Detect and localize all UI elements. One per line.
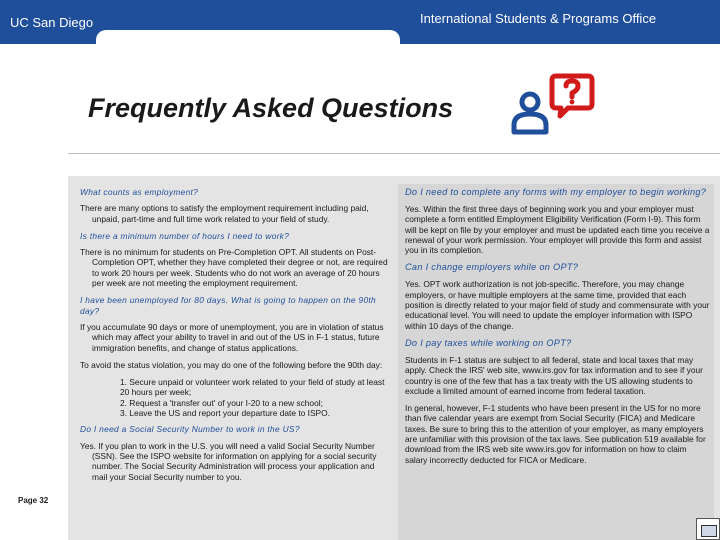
faq-answer: Yes. OPT work authorization is not job-specific. Therefore, you may change employers, or have multiple employers at the same time, provided that each position is directly related to your major field of study and commensurate with your educational level. You will need to update the employer information with ISPO within 10 days of the change. [405, 279, 710, 331]
faq-answer: Students in F-1 status are subject to all federal, state and local taxes that may apply. Check the IRS' web site, www.irs.gov for tax information and to see if your country is one of the few that has a tax treaty with the US allowing students to exclude a limited amount of earned income from federal taxation. [405, 354, 703, 396]
faq-question: What counts as employment? [80, 187, 199, 197]
list-item: 1. Secure unpaid or volunteer work related to your field of study at least 20 hours per week; [120, 377, 385, 398]
page-number: Page 32 [18, 496, 49, 505]
org-name-right: International Students & Programs Office [420, 11, 657, 26]
header-bar [0, 0, 720, 44]
list-item: 3. Leave the US and report your departure date to ISPO. [120, 408, 330, 419]
faq-question: Do I need to complete any forms with my employer to begin working? [405, 187, 707, 197]
faq-answer: If you accumulate 90 days or more of unemployment, you are in violation of status which may affect your ability to travel in and out of the US in F-1 status, future immigration benefits, and change of status applications. [80, 321, 384, 353]
faq-answer: Yes. Within the first three days of beginning work you and your employer must complete a form entitled Employment Eligibility Verification (Form I-9). This form will be kept on file by your employer and must be updated each time you receive a renewal of your work permission. Your employer will provide this form and assist you in its completion. [405, 204, 710, 256]
faq-answer: There are many options to satisfy the employment requirement including paid, unpaid, part-time and full time work related to your field of study. [80, 203, 369, 224]
slide-title: Frequently Asked Questions [88, 93, 454, 123]
list-item: 2. Request a 'transfer out' of your I-20 to a new school; [120, 397, 323, 408]
slide-thumbnail-icon[interactable] [696, 518, 720, 540]
faq-question: Can I change employers while on OPT? [405, 262, 579, 273]
title-divider [68, 153, 720, 154]
faq-question: I have been unemployed for 80 days. What is going to happen on the 90th day? [80, 295, 377, 316]
right-faq-column [405, 187, 710, 472]
faq-answer: To avoid the status violation, you may do one of the following before the 90th day: [80, 359, 383, 370]
person-question-icon [506, 70, 596, 140]
org-name-left: UC San Diego [10, 15, 94, 30]
faq-question: Is there a minimum number of hours I need to work? [80, 230, 290, 241]
left-margin [0, 44, 68, 540]
faq-answer: In general, however, F-1 students who have been present in the US for no more than five calendar years are exempt from Social Security (FICA) and Medicare taxes. Be sure to bring this to the attention of your employer, as many employers are unfamiliar with this provision of the tax laws. See publication 519 available for download from the IRS web site www.irs.gov for information on how to claim salary incorrectly deducted for FICA or Medicare. [405, 403, 706, 465]
faq-answer: Yes. If you plan to work in the U.S. you will need a valid Social Security Number (SSN). See the ISPO website for information on applying for a social security number. The Social Security Administration will process your application and mail your Social Security number to you. [80, 440, 377, 482]
header-tab-notch [96, 30, 400, 44]
step-list [80, 377, 392, 418]
faq-question: Do I pay taxes while working on OPT? [405, 337, 572, 348]
faq-answer: There is no minimum for students on Pre-Completion OPT. All students on Post-Completion OPT, whether they have completed their degree or not, are required to work 20 hours per week. Students who do not work an average of 20 hours per week are not meeting the employment requirement. [80, 247, 388, 289]
faq-question: Do I need a Social Security Number to work in the US? [80, 424, 300, 435]
left-faq-column [80, 187, 392, 489]
question-dot [570, 100, 575, 105]
